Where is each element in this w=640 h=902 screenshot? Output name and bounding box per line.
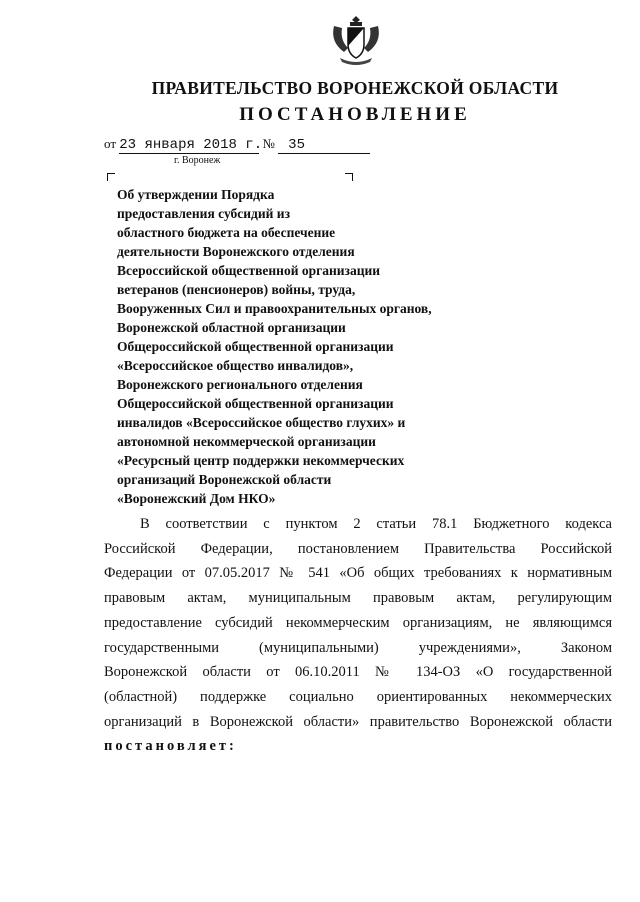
body-line: Воронежской области от 06.10.2011 № 134-ОЗ «О государственной — [104, 664, 612, 681]
subject-line: «Всероссийское общество инвалидов», — [117, 358, 354, 373]
body-line: организаций в Воронежской области» правительство Воронежской области — [104, 713, 612, 730]
subject-line: Общероссийской общественной организации — [117, 339, 394, 354]
body-line: Российской Федерации, постановлением Правительства Российской — [104, 540, 612, 557]
from-label: от — [104, 136, 117, 151]
coat-of-arms-emblem — [328, 14, 384, 66]
document-date: 23 января 2018 г. — [119, 137, 263, 153]
body-paragraph — [104, 512, 612, 759]
body-line: Федерации от 07.05.2017 № 541 «Об общих требованиях к нормативным — [104, 565, 612, 582]
corner-mark-left — [107, 173, 115, 181]
subject-line: Общероссийской общественной организации — [117, 396, 394, 411]
subject-line: ветеранов (пенсионеров) войны, труда, — [117, 282, 356, 297]
subject-line: Воронежской областной организации — [117, 320, 346, 335]
subject-line: деятельности Воронежского отделения — [117, 244, 355, 259]
body-line: (областной) поддержке социально ориентированных некоммерческих — [104, 688, 612, 705]
body-line: государственными (муниципальными) учреждениями», Законом — [104, 639, 612, 656]
subject-line: областного бюджета на обеспечение — [117, 225, 336, 240]
body-line: правовым актам, муниципальным правовым актам, регулирующим — [104, 590, 612, 607]
subject-line: Всероссийской общественной организации — [117, 263, 381, 278]
corner-mark-right — [345, 173, 353, 181]
subject-line: Об утверждении Порядка — [117, 187, 275, 202]
number-label: № — [262, 136, 275, 151]
date-number-line — [104, 136, 370, 154]
organization-title: ПРАВИТЕЛЬСТВО ВОРОНЕЖСКОЙ ОБЛАСТИ — [151, 78, 559, 98]
subject-line: Вооруженных Сил и правоохранительных органов, — [117, 301, 432, 316]
subject-line: «Ресурсный центр поддержки некоммерческих — [117, 453, 405, 468]
subject-line: автономной некоммерческой организации — [117, 434, 376, 449]
body-line: предоставление субсидий некоммерческим организациям, не являющимся — [104, 614, 612, 631]
body-line: В соответствии с пунктом 2 статьи 78.1 Бюджетного кодекса — [140, 516, 612, 532]
document-number: 35 — [278, 137, 370, 154]
decree-word: постановляет: — [104, 738, 237, 755]
subject-line: инвалидов «Всероссийское общество глухих» и — [117, 415, 406, 430]
subject-line: Воронежского регионального отделения — [117, 377, 363, 392]
city: г. Воронеж — [174, 155, 221, 166]
document-type-title: ПОСТАНОВЛЕНИЕ — [239, 104, 471, 125]
subject-line: «Воронежский Дом НКО» — [117, 491, 276, 506]
subject-line: предоставления субсидий из — [117, 206, 291, 221]
document-subject — [117, 185, 432, 508]
subject-line: организаций Воронежской области — [117, 472, 332, 487]
